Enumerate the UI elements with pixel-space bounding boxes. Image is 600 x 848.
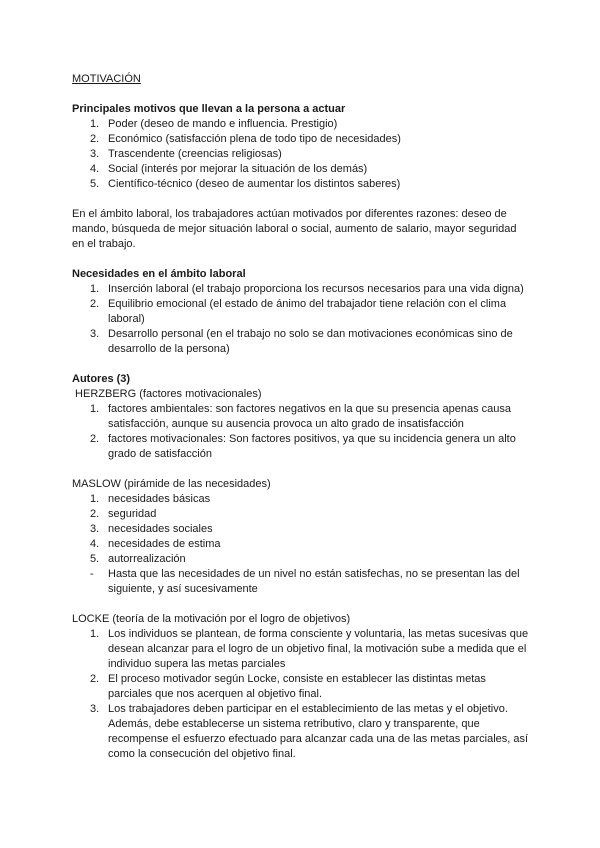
list-text: Científico-técnico (deseo de aumentar los distintos saberes) — [108, 178, 401, 190]
list-text: factores ambientales: son factores negativos en la que su presencia apenas causa satisfacción, aunque su ausencia provoca un alto grado de insatisfacción — [108, 403, 511, 430]
list-item — [72, 402, 530, 432]
list-item — [72, 432, 530, 462]
list-text: factores motivacionales: Son factores positivos, ya que su incidencia genera un alto grado de satisfacción — [108, 433, 516, 460]
list-number: 2. — [90, 433, 100, 445]
list-text: Hasta que las necesidades de un nivel no están satisfechas, no se presentan las del siguiente, y así sucesivamente — [108, 568, 520, 595]
list-item — [72, 537, 530, 552]
list-text: Social (interés por mejorar la situación de los demás) — [108, 163, 368, 175]
list-text: Económico (satisfacción plena de todo tipo de necesidades) — [108, 133, 401, 145]
list-number: 3. — [90, 148, 100, 160]
locke-label: LOCKE (teoría de la motivación por el logro de objetivos) — [72, 613, 351, 625]
list-text: Desarrollo personal (en el trabajo no solo se dan motivaciones económicas sino de desarrollo de la persona) — [108, 328, 513, 355]
list-item — [72, 507, 530, 522]
list-text: Trascendente (creencias religiosas) — [108, 148, 282, 160]
list-text: necesidades sociales — [108, 523, 213, 535]
list-item — [72, 552, 530, 567]
list-number: 3. — [90, 703, 100, 715]
list-item — [72, 567, 530, 597]
list-text: Inserción laboral (el trabajo proporciona los recursos necesarios para una vida digna) — [108, 283, 524, 295]
list-number: 4. — [90, 538, 100, 550]
list-text: El proceso motivador según Locke, consiste en establecer las distintas metas parciales que nos acerquen al objetivo final. — [108, 673, 486, 700]
list-text: Poder (deseo de mando e influencia. Prestigio) — [108, 118, 338, 130]
list-item — [72, 162, 530, 177]
list-text: autorrealización — [108, 553, 186, 565]
list-text: necesidades básicas — [108, 493, 211, 505]
list-item — [72, 117, 530, 132]
list-item — [72, 327, 530, 357]
herzberg-list — [72, 402, 530, 462]
motivos-list — [72, 117, 530, 192]
list-text: Los trabajadores deben participar en el establecimiento de las metas y el objetivo. Además, debe establecerse un sistema retributivo, claro y transparente, que recompense el esfuerzo efectuado para alcanzar cada una de las metas parciales, así como la consecución del objetivo final. — [108, 703, 529, 760]
list-item — [72, 702, 530, 762]
list-number: 5. — [90, 178, 100, 190]
necesidades-list — [72, 282, 530, 357]
list-text: seguridad — [108, 508, 157, 520]
list-item — [72, 297, 530, 327]
list-number: 1. — [90, 628, 100, 640]
list-number: 2. — [90, 508, 100, 520]
list-item — [72, 672, 530, 702]
list-number: 2. — [90, 133, 100, 145]
list-item — [72, 177, 530, 192]
maslow-label: MASLOW (pirámide de las necesidades) — [72, 478, 271, 490]
list-number: 5. — [90, 553, 100, 565]
document-content — [72, 72, 530, 762]
list-number: 3. — [90, 328, 100, 340]
locke-list — [72, 627, 530, 762]
list-text: necesidades de estima — [108, 538, 221, 550]
list-number: 1. — [90, 493, 100, 505]
list-bullet: - — [90, 568, 94, 580]
list-item — [72, 522, 530, 537]
list-number: 4. — [90, 163, 100, 175]
autores-heading: Autores (3) — [72, 373, 131, 385]
intro-paragraph: En el ámbito laboral, los trabajadores actúan motivados por diferentes razones: deseo de mando, búsqueda de mejor situación laboral o social, aumento de salario, mayor seguridad en el trabajo. — [72, 208, 517, 250]
list-item — [72, 492, 530, 507]
page-title: MOTIVACIÓN — [72, 73, 141, 85]
maslow-list — [72, 492, 530, 597]
list-number: 2. — [90, 673, 100, 685]
list-number: 2. — [90, 298, 100, 310]
herzberg-label: HERZBERG (factores motivacionales) — [72, 388, 262, 400]
list-item — [72, 132, 530, 147]
list-text: Los individuos se plantean, de forma consciente y voluntaria, las metas sucesivas que desean alcanzar para el logro de un objetivo final, la motivación sube a medida que el individuo supera las metas parciales — [108, 628, 529, 670]
list-item — [72, 627, 530, 672]
list-item — [72, 282, 530, 297]
necesidades-heading: Necesidades en el ámbito laboral — [72, 268, 246, 280]
list-number: 1. — [90, 118, 100, 130]
list-number: 3. — [90, 523, 100, 535]
list-number: 1. — [90, 403, 100, 415]
motivos-heading: Principales motivos que llevan a la persona a actuar — [72, 103, 346, 115]
list-number: 1. — [90, 283, 100, 295]
list-text: Equilibrio emocional (el estado de ánimo del trabajador tiene relación con el clima laboral) — [108, 298, 507, 325]
list-item — [72, 147, 530, 162]
